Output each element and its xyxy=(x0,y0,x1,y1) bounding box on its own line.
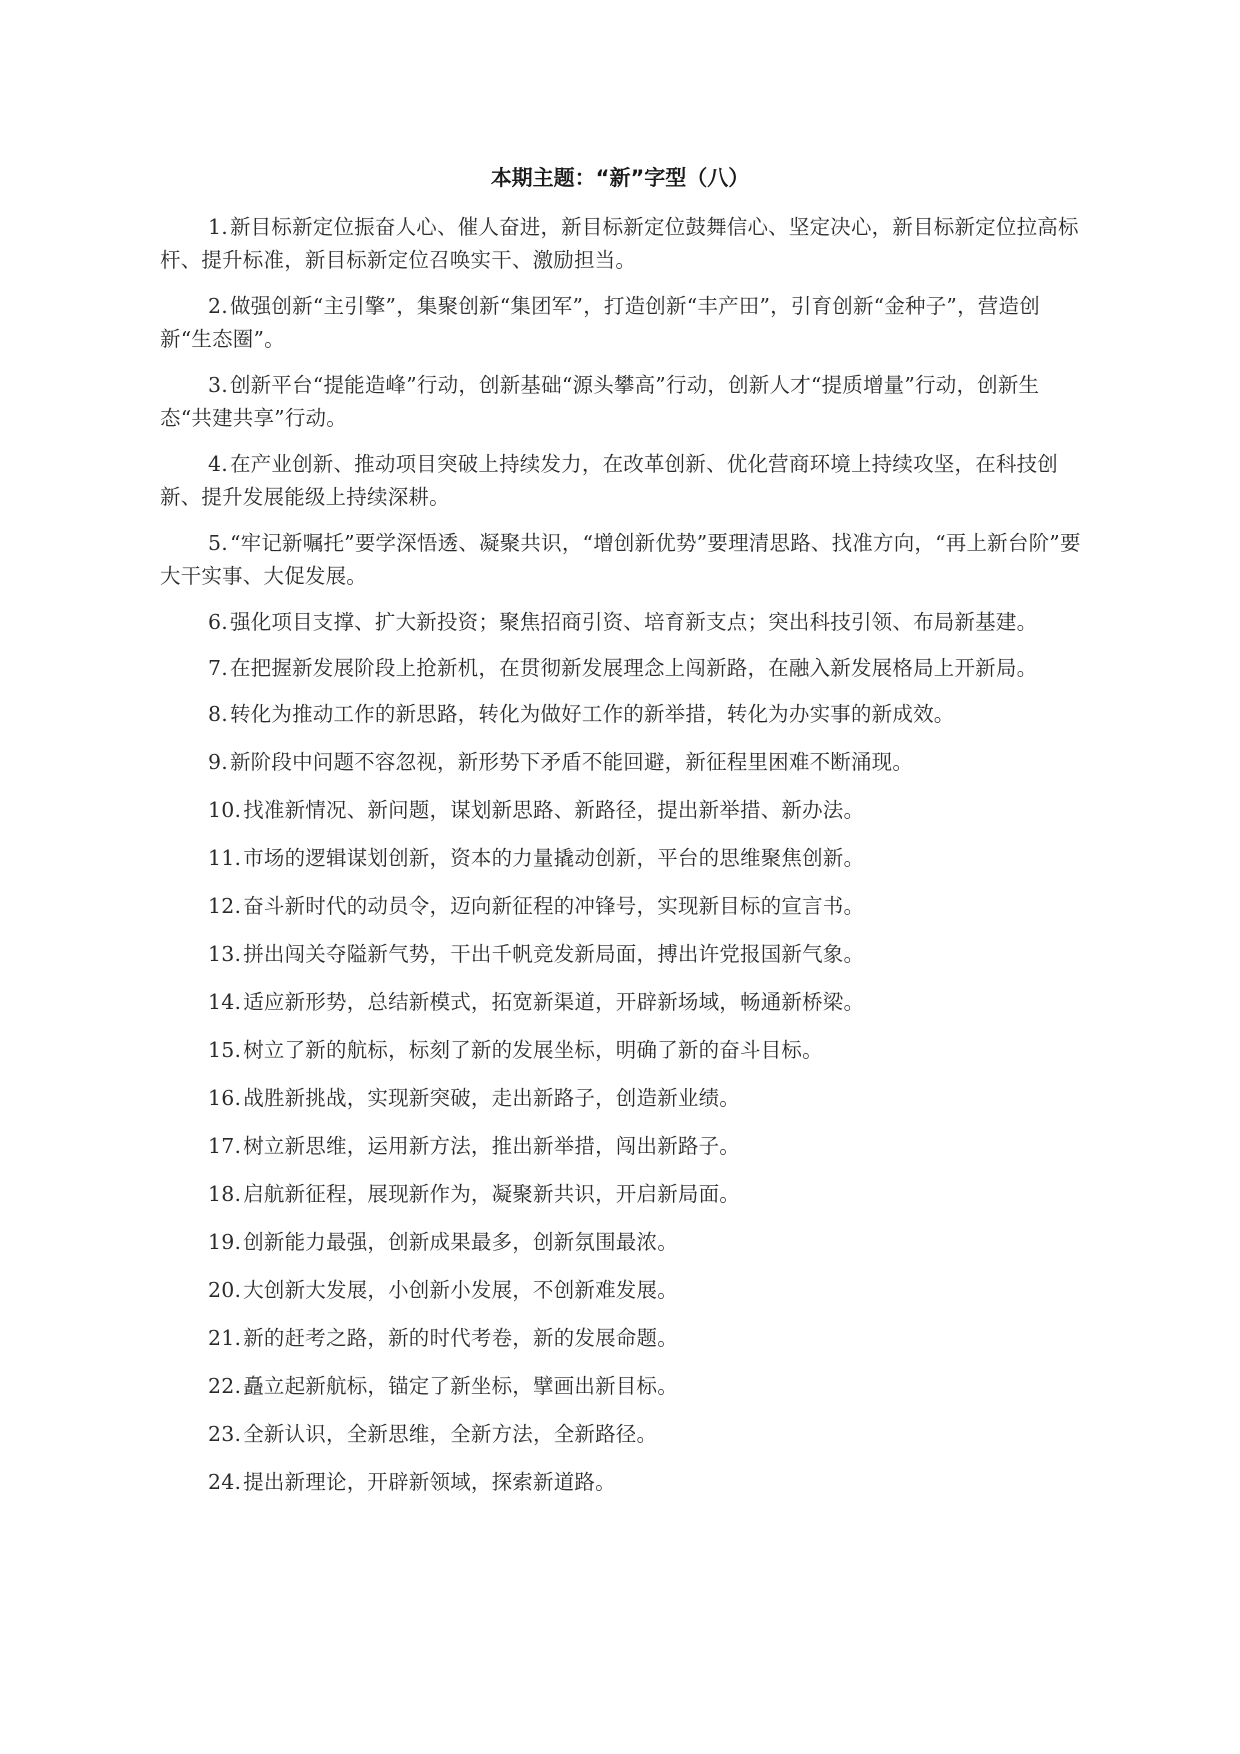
list-item xyxy=(160,290,1090,356)
item-text: 做强创新“主引擎”，集聚创新“集团军”，打造创新“丰产田”，引育创新“金种子”，营造创新“生态圈”。 xyxy=(160,294,1040,351)
item-number: 20. xyxy=(208,1278,242,1302)
item-number: 10. xyxy=(208,798,242,822)
item-text: 树立新思维，运用新方法，推出新举措，闯出新路子。 xyxy=(243,1134,741,1158)
item-text: 创新平台“提能造峰”行动，创新基础“源头攀高”行动，创新人才“提质增量”行动，创新生态“共建共享”行动。 xyxy=(160,373,1040,430)
item-text: 战胜新挑战，实现新突破，走出新路子，创造新业绩。 xyxy=(243,1086,741,1110)
list-item xyxy=(160,794,1090,827)
item-number: 18. xyxy=(208,1182,242,1206)
list-item xyxy=(160,890,1090,923)
list-item xyxy=(160,1274,1090,1307)
item-number: 21. xyxy=(208,1326,242,1350)
list-item xyxy=(160,842,1090,875)
item-number: 14. xyxy=(208,990,242,1014)
list-item xyxy=(160,1130,1090,1163)
list-item xyxy=(160,527,1090,593)
item-number: 13. xyxy=(208,942,242,966)
item-text: 适应新形势，总结新模式，拓宽新渠道，开辟新场域，畅通新桥梁。 xyxy=(243,990,865,1014)
document-title: 本期主题：“新”字型（八） xyxy=(490,166,750,190)
item-text: 树立了新的航标，标刻了新的发展坐标，明确了新的奋斗目标。 xyxy=(243,1038,823,1062)
item-number: 6. xyxy=(208,610,228,634)
item-text: 在产业创新、推动项目突破上持续发力，在改革创新、优化营商环境上持续攻坚，在科技创新、提升发展能级上持续深耕。 xyxy=(160,452,1058,509)
item-text: 新的赶考之路，新的时代考卷，新的发展命题。 xyxy=(243,1326,678,1350)
list-item xyxy=(160,211,1090,277)
list-item xyxy=(160,1034,1090,1067)
item-text: 强化项目支撑、扩大新投资；聚焦招商引资、培育新支点；突出科技引领、布局新基建。 xyxy=(229,610,1038,634)
item-text: 矗立起新航标，锚定了新坐标，擘画出新目标。 xyxy=(243,1374,678,1398)
item-text: “牢记新嘱托”要学深悟透、凝聚共识，“增创新优势”要理清思路、找准方向，“再上新台阶”要大干实事、大促发展。 xyxy=(160,531,1081,588)
list-item xyxy=(160,938,1090,971)
item-number: 4. xyxy=(208,452,228,476)
item-number: 16. xyxy=(208,1086,242,1110)
list-item xyxy=(160,1226,1090,1259)
item-number: 7. xyxy=(208,656,228,680)
list-item xyxy=(160,1178,1090,1211)
list-item xyxy=(160,1322,1090,1355)
item-text: 启航新征程，展现新作为，凝聚新共识，开启新局面。 xyxy=(243,1182,741,1206)
phrase-list xyxy=(160,211,1090,1514)
item-text: 大创新大发展，小创新小发展，不创新难发展。 xyxy=(243,1278,678,1302)
item-text: 在把握新发展阶段上抢新机，在贯彻新发展理念上闯新路，在融入新发展格局上开新局。 xyxy=(229,656,1038,680)
item-number: 24. xyxy=(208,1470,242,1494)
item-number: 3. xyxy=(208,373,228,397)
item-number: 11. xyxy=(208,846,242,870)
item-text: 新目标新定位振奋人心、催人奋进，新目标新定位鼓舞信心、坚定决心，新目标新定位拉高标杆、提升标准，新目标新定位召唤实干、激励担当。 xyxy=(160,215,1079,272)
item-number: 22. xyxy=(208,1374,242,1398)
list-item xyxy=(160,698,1090,731)
list-item xyxy=(160,1418,1090,1451)
item-number: 1. xyxy=(208,215,228,239)
item-text: 拼出闯关夺隘新气势，干出千帆竞发新局面，搏出许党报国新气象。 xyxy=(243,942,865,966)
list-item xyxy=(160,448,1090,514)
list-item xyxy=(160,606,1090,639)
item-number: 12. xyxy=(208,894,242,918)
item-text: 市场的逻辑谋划创新，资本的力量撬动创新，平台的思维聚焦创新。 xyxy=(243,846,865,870)
item-text: 找准新情况、新问题，谋划新思路、新路径，提出新举措、新办法。 xyxy=(243,798,865,822)
item-number: 5. xyxy=(208,531,228,555)
item-number: 23. xyxy=(208,1422,242,1446)
item-text: 全新认识，全新思维，全新方法，全新路径。 xyxy=(243,1422,658,1446)
list-item xyxy=(160,369,1090,435)
item-number: 8. xyxy=(208,702,228,726)
list-item xyxy=(160,1466,1090,1499)
list-item xyxy=(160,1082,1090,1115)
item-text: 转化为推动工作的新思路，转化为做好工作的新举措，转化为办实事的新成效。 xyxy=(229,702,955,726)
list-item xyxy=(160,652,1090,685)
list-item xyxy=(160,1370,1090,1403)
list-item xyxy=(160,746,1090,779)
item-text: 创新能力最强，创新成果最多，创新氛围最浓。 xyxy=(243,1230,678,1254)
item-number: 17. xyxy=(208,1134,242,1158)
list-item xyxy=(160,986,1090,1019)
item-number: 15. xyxy=(208,1038,242,1062)
item-text: 提出新理论，开辟新领域，探索新道路。 xyxy=(243,1470,616,1494)
item-number: 2. xyxy=(208,294,228,318)
item-text: 奋斗新时代的动员令，迈向新征程的冲锋号，实现新目标的宣言书。 xyxy=(243,894,865,918)
item-number: 19. xyxy=(208,1230,242,1254)
item-number: 9. xyxy=(208,750,228,774)
item-text: 新阶段中问题不容忽视，新形势下矛盾不能回避，新征程里困难不断涌现。 xyxy=(229,750,914,774)
